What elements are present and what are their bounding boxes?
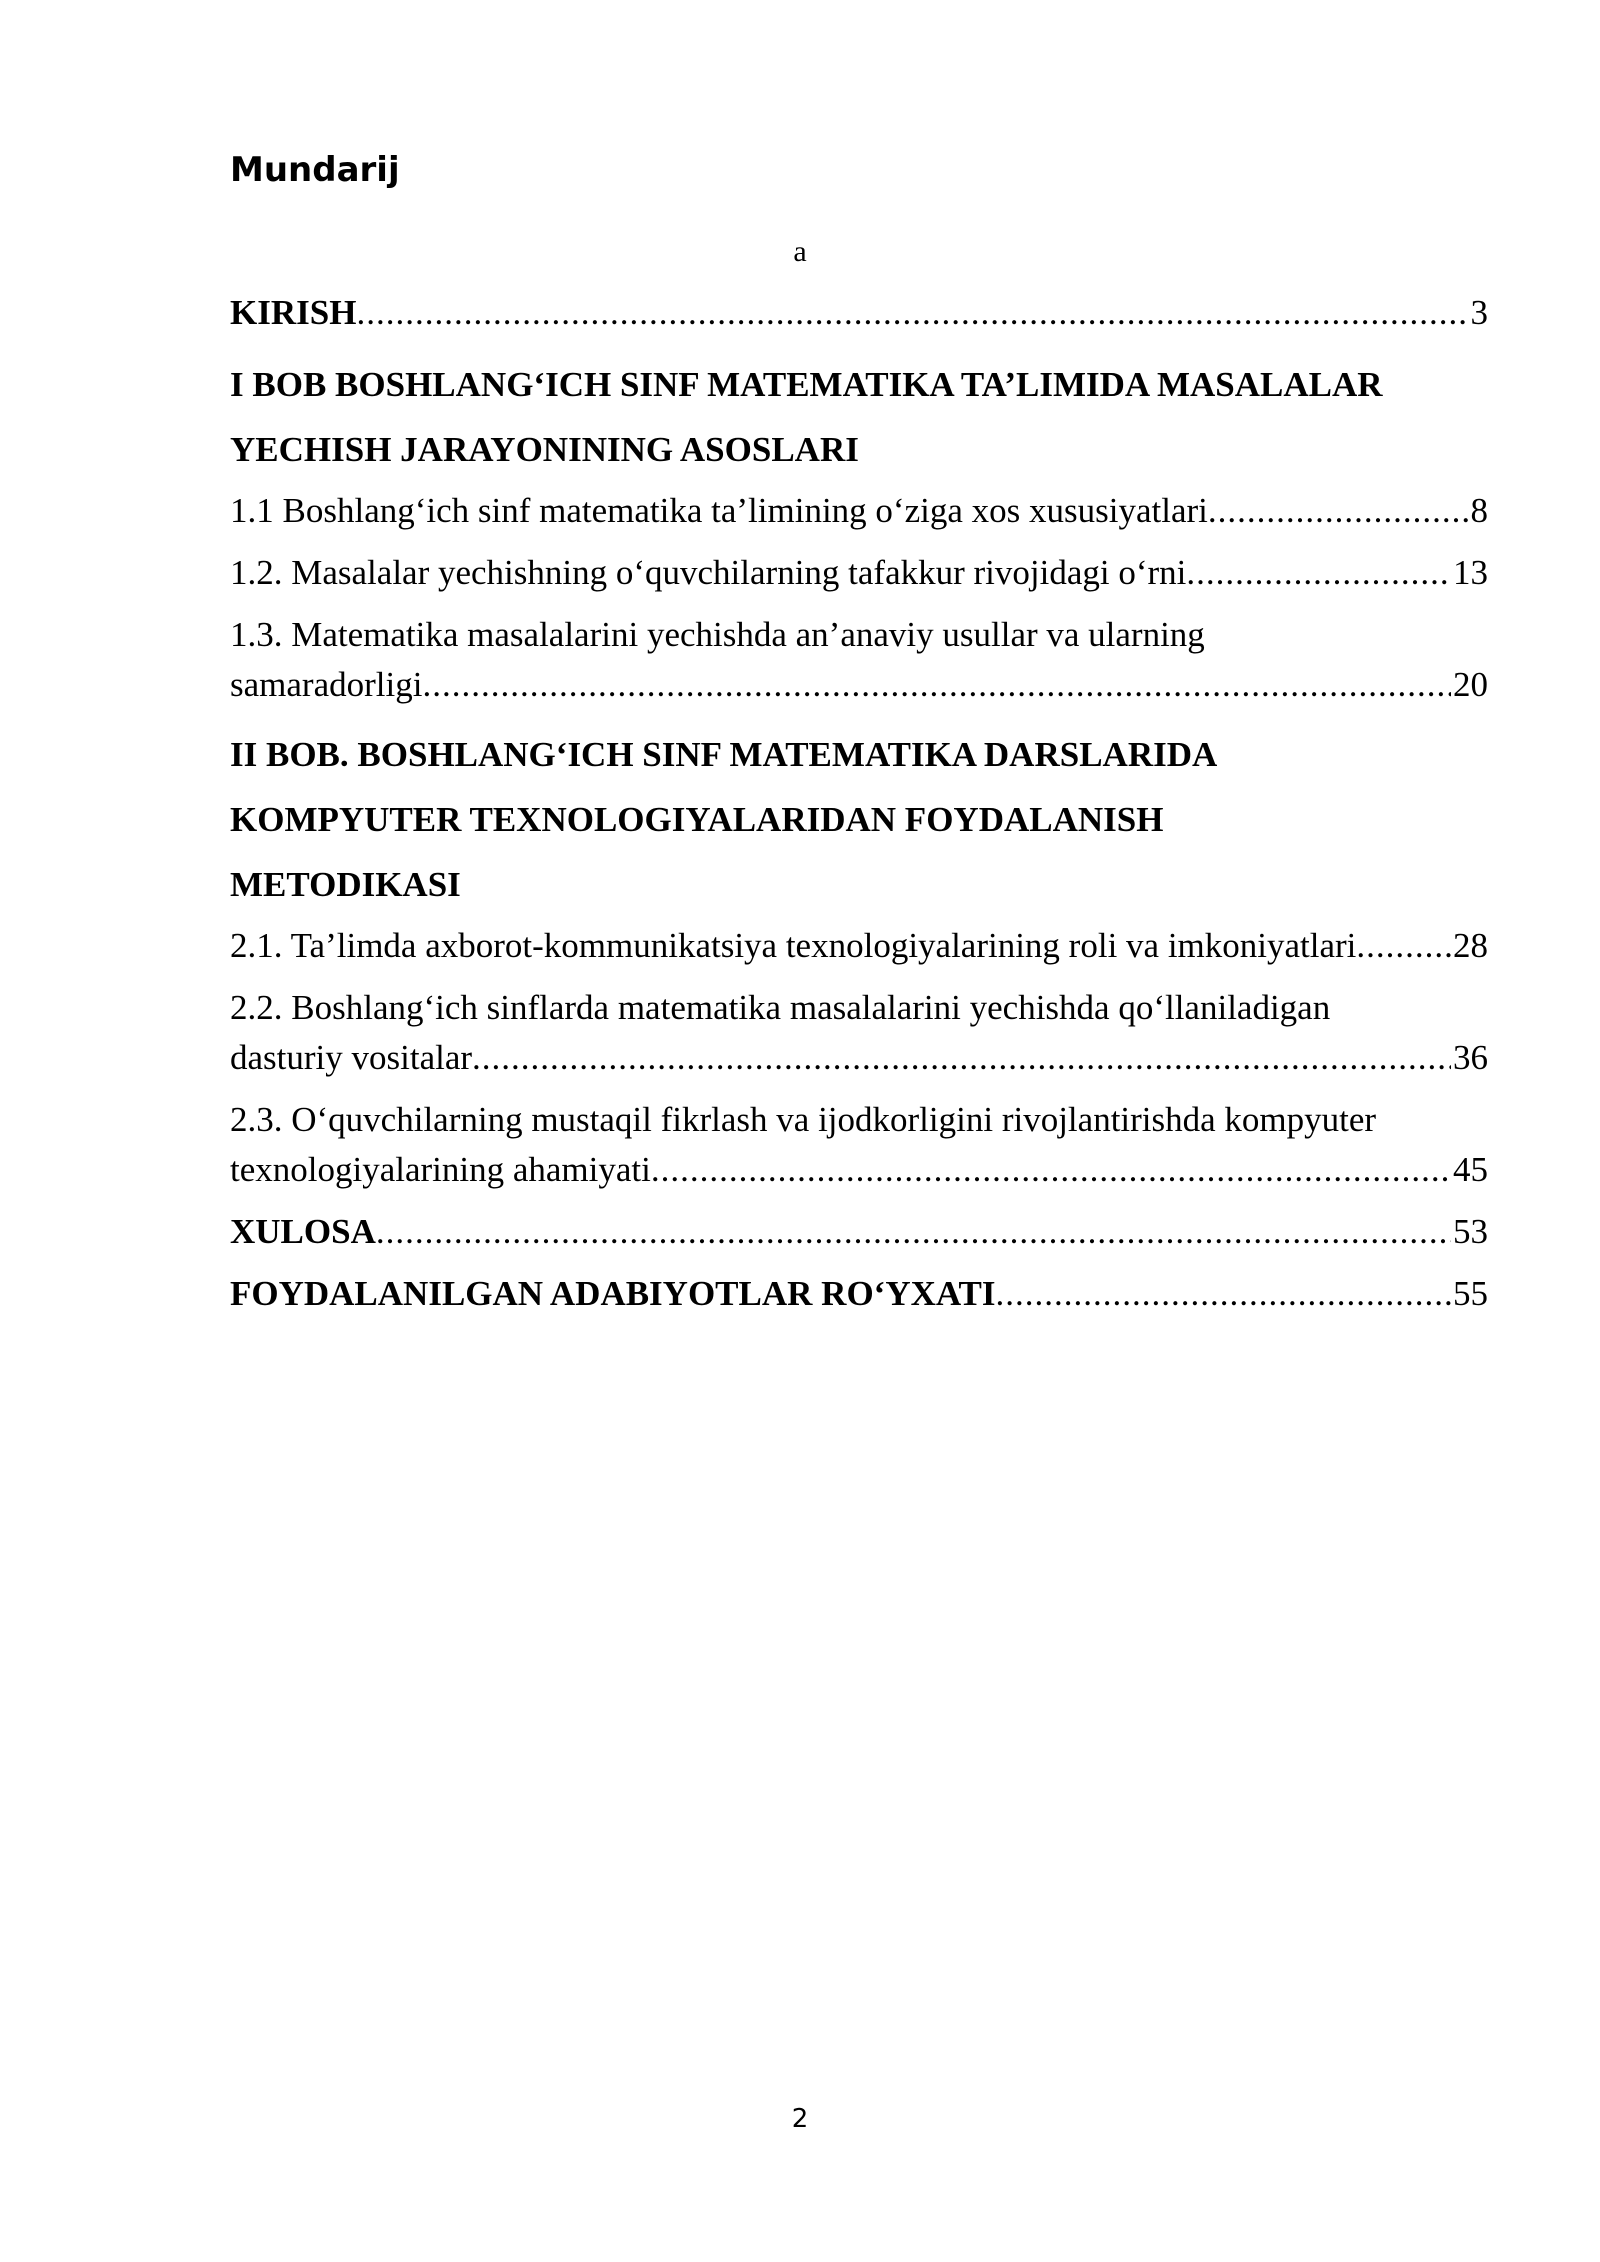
toc-leader-dots (1208, 486, 1469, 536)
chapter-heading-line: METODIKASI (230, 865, 461, 904)
toc-leader-dots (996, 1269, 1451, 1319)
toc-page-number: 28 (1453, 926, 1488, 965)
page-title: Mundarij (230, 150, 400, 190)
toc-entry-1-1[interactable] (230, 486, 1488, 536)
chapter-heading-line: YECHISH JARAYONINING ASOSLARI (230, 430, 859, 469)
toc-entry-label: FOYDALANILGAN ADABIYOTLAR RO‘YXATI (230, 1274, 996, 1313)
toc-leader-dots (422, 660, 1451, 710)
toc-entry-2-2[interactable] (230, 983, 1488, 1083)
page-number: 2 (791, 2104, 809, 2134)
toc-page-number: 53 (1453, 1212, 1488, 1251)
toc-leader-dots (1356, 921, 1451, 971)
toc-page-number: 3 (1470, 293, 1488, 332)
toc-chapter-2-heading[interactable] (230, 722, 1488, 917)
toc-entry-label-line2: samaradorligi (230, 665, 423, 704)
toc-entry-1-2[interactable] (230, 548, 1488, 598)
toc-entry-label: 1.1 Boshlang‘ich sinf matematika ta’limining o‘ziga xos xususiyatlari (230, 491, 1208, 530)
toc-page-number: 8 (1470, 491, 1488, 530)
title-continuation: a (793, 235, 807, 268)
chapter-heading-line: I BOB BOSHLANG‘ICH SINF MATEMATIKA TA’LIMIDA MASALALAR (230, 365, 1383, 404)
toc-page-number: 13 (1453, 553, 1488, 592)
chapter-heading-line: KOMPYUTER TEXNOLOGIYALARIDAN FOYDALANISH (230, 800, 1164, 839)
toc-entry-kirish[interactable] (230, 288, 1488, 338)
toc-leader-dots (651, 1145, 1451, 1195)
toc-entry-label-line1: 1.3. Matematika masalalarini yechishda an’anaviy usullar va ularning (230, 615, 1205, 654)
toc-entry-adabiyotlar[interactable] (230, 1269, 1488, 1319)
toc-entry-label-line1: 2.2. Boshlang‘ich sinflarda matematika masalalarini yechishda qo‘llaniladigan (230, 988, 1331, 1027)
toc-leader-dots (472, 1033, 1451, 1083)
toc-entry-label-line2: dasturiy vositalar (230, 1038, 473, 1077)
toc-entry-label: KIRISH (230, 293, 357, 332)
toc-entry-label: XULOSA (230, 1212, 376, 1251)
toc-entry-label-line2: texnologiyalarining ahamiyati (230, 1150, 651, 1189)
toc-page-number: 36 (1453, 1038, 1488, 1077)
toc-leader-dots (356, 288, 1468, 338)
toc-chapter-1-heading[interactable] (230, 352, 1488, 482)
toc-leader-dots (376, 1207, 1451, 1257)
toc-entry-xulosa[interactable] (230, 1207, 1488, 1257)
toc-page-number: 20 (1453, 665, 1488, 704)
toc-entry-1-3[interactable] (230, 610, 1488, 710)
toc-leader-dots (1186, 548, 1451, 598)
toc-page-number: 55 (1453, 1274, 1488, 1313)
toc-entry-2-3[interactable] (230, 1095, 1488, 1195)
toc-entry-label: 1.2. Masalalar yechishning o‘quvchilarning tafakkur rivojidagi o‘rni (230, 553, 1187, 592)
toc-entry-2-1[interactable] (230, 921, 1488, 971)
toc-entry-label: 2.1. Ta’limda axborot-kommunikatsiya texnologiyalarining roli va imkoniyatlari (230, 926, 1357, 965)
toc-page-number: 45 (1453, 1150, 1488, 1189)
toc-entry-label-line1: 2.3. O‘quvchilarning mustaqil fikrlash va ijodkorligini rivojlantirishda kompyuter (230, 1100, 1377, 1139)
table-of-contents (230, 288, 1488, 1331)
chapter-heading-line: II BOB. BOSHLANG‘ICH SINF MATEMATIKA DARSLARIDA (230, 735, 1218, 774)
